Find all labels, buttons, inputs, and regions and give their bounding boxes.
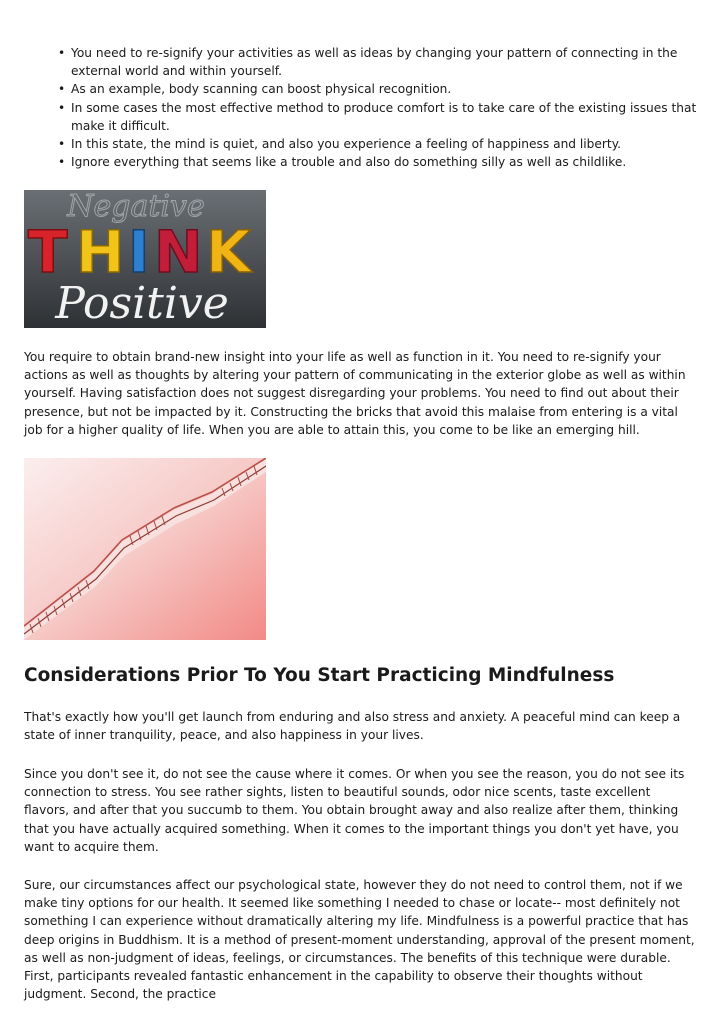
list-item: • As an example, body scanning can boost physical recognition.: [58, 80, 698, 98]
think-letters: [28, 218, 253, 286]
section-heading: Considerations Prior To You Start Practicing Mindfulness: [24, 665, 615, 686]
list-item: • In some cases the most effective method to produce comfort is to take care of the existing issues that make it difficult.: [58, 99, 698, 135]
paragraph: Since you don't see it, do not see the cause where it comes. Or when you see the reason, you do not see its connection to stress. You see rather sights, listen to beautiful sounds, odor nice scents, taste excellent flavors, and after that you succumb to them. You obtain brought away and also realize after them, thinking that you have actually acquired something. When it comes to the important things you don't yet have, you want to acquire them.: [24, 767, 685, 854]
list-item: • You need to re-signify your activities as well as ideas by changing your pattern of connecting in the external world and within yourself.: [58, 44, 698, 80]
svg-text:K: K: [206, 218, 251, 286]
paragraph: Sure, our circumstances affect our psychological state, however they do not need to control them, not if we make tiny options for our health. It seemed like something I needed to chase or locate-- most definitely not something I can experience without dramatically altering my life. Mindfulness is a powerful practice that has deep origins in Buddhism. It is a method of present-moment understanding, approval of the present moment, as well as non-judgment of ideas, feelings, or circumstances. The benefits of this technique were durable. First, participants revealed fantastic enhancement in the capability to observe their thoughts without judgment. Second, the practice: [24, 878, 695, 1002]
paragraph: You require to obtain brand-new insight into your life as well as function in it. You need to re-signify your actions as well as thoughts by altering your pattern of communicating in the exterior globe as well as within yourself. Having satisfaction does not suggest disregarding your problems. You need to find out about their presence, but not be impacted by it. Constructing the bricks that avoid this malaise from entering is a vital job for a higher quality of life. When you are able to attain this, you come to be like an emerging hill.: [24, 350, 686, 437]
svg-text:N: N: [154, 218, 203, 286]
staircase-image: [24, 458, 266, 640]
negative-word: Negative: [67, 190, 205, 224]
list-item: • In this state, the mind is quiet, and also you experience a feeling of happiness and liberty.: [58, 135, 698, 153]
svg-text:I: I: [128, 218, 150, 286]
svg-text:T: T: [28, 218, 68, 286]
svg-text:H: H: [76, 218, 125, 286]
list-item: • Ignore everything that seems like a trouble and also do something silly as well as childlike.: [58, 153, 698, 171]
paragraph: That's exactly how you'll get launch from enduring and also stress and anxiety. A peaceful mind can keep a state of inner tranquility, peace, and also happiness in your lives.: [24, 710, 681, 743]
think-positive-image: [24, 190, 266, 328]
bullet-list: [58, 44, 698, 171]
positive-word: Positive: [55, 278, 229, 328]
